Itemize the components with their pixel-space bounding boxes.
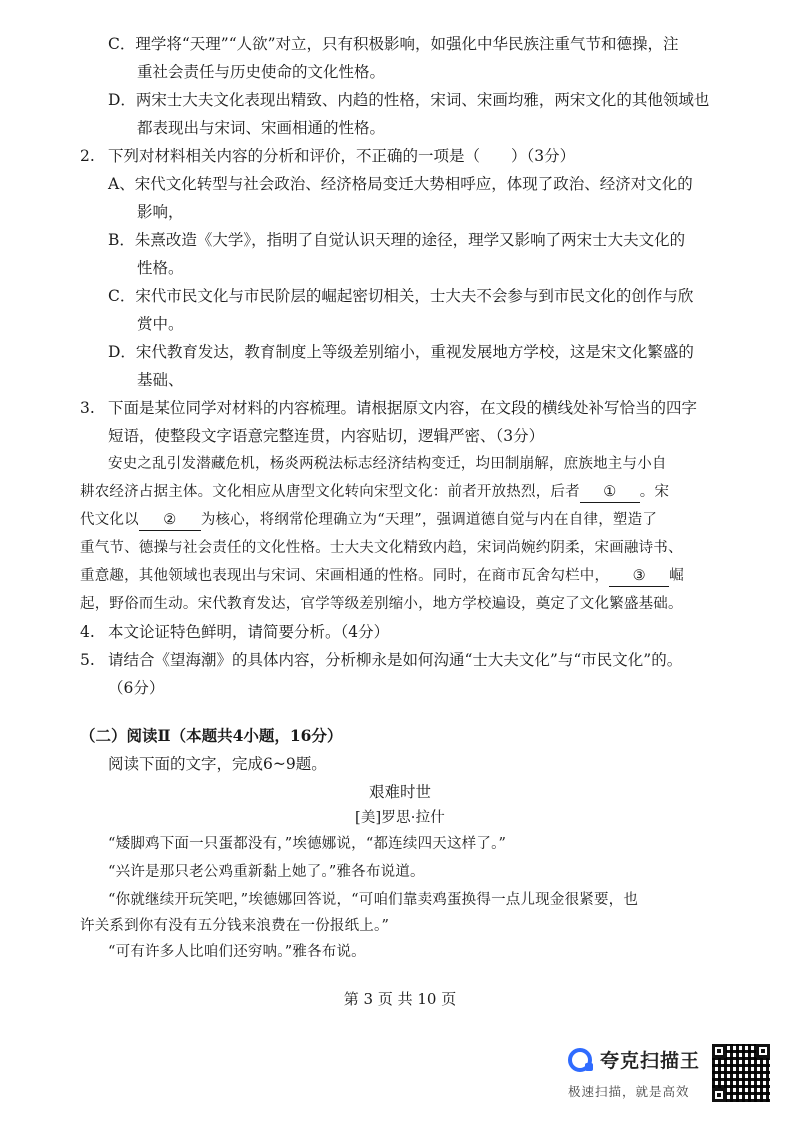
q3-passage-line6: 起，野俗而生动。宋代教育发达，官学等级差别缩小，地方学校遍设，奠定了文化繁盛基础。 xyxy=(80,596,683,612)
q3-number: 3. xyxy=(80,399,95,417)
q2-option-c-line1: C．宋代市民文化与市民阶层的崛起密切相关，士大夫不会参与到市民文化的创作与欣 xyxy=(108,287,694,305)
qr-finder-top-left xyxy=(712,1044,726,1058)
q5-text: 请结合《望海潮》的具体内容，分析柳永是如何沟通“士大夫文化”与“市民文化”的。 xyxy=(108,651,683,669)
story-paragraph-3-line2: 许关系到你有没有五分钱来浪费在一份报纸上。” xyxy=(80,918,390,934)
q2-option-c-line2: 赏中。 xyxy=(137,315,184,333)
scanner-watermark xyxy=(566,1044,706,1108)
story-paragraph-3-line1: “你就继续开玩笑吧，”埃德娜回答说，“可咱们靠卖鸡蛋换得一点儿现金很紧要，也 xyxy=(108,892,639,908)
watermark-slogan: 极速扫描，就是高效 xyxy=(568,1084,690,1099)
q3-blank-3[interactable]: ③ xyxy=(609,566,669,587)
q3-passage-line3-end: 为核心，将纲常伦理确立为“天理”，强调道德自觉与内在自律，塑造了 xyxy=(200,512,658,528)
q4-text: 本文论证特色鲜明，请简要分析。（4分） xyxy=(108,623,390,641)
q3-passage-line3-start: 代文化以 xyxy=(80,512,139,528)
q1-option-c-line2: 重社会责任与历史使命的文化性格。 xyxy=(137,63,386,81)
q3-passage-line2-text: 耕农经济占据主体。文化相应从唐型文化转向宋型文化：前者开放热烈，后者 xyxy=(80,484,580,500)
q1-option-d-line1: D．两宋士大夫文化表现出精致、内趋的性格，宋词、宋画均雅，两宋文化的其他领域也 xyxy=(108,91,710,109)
story-paragraph-1: “矮脚鸡下面一只蛋都没有，”埃德娜说，“都连续四天这样了。” xyxy=(108,836,507,852)
q3-passage-line4: 重气节、德操与社会责任的文化性格。士大夫文化精致内趋，宋词尚婉约阴柔，宋画融诗书、 xyxy=(80,540,683,556)
q2-option-a-line2: 影响， xyxy=(137,203,184,221)
story-title: 艰难时世 xyxy=(368,783,431,801)
q3-passage-line5 xyxy=(80,564,684,588)
q2-option-d-line1: D．宋代教育发达，教育制度上等级差别缩小，重视发展地方学校，这是宋文化繁盛的 xyxy=(108,343,694,361)
q3-passage-line5-start: 重意趣，其他领域也表现出与宋词、宋画相通的性格。同时，在商市瓦舍勾栏中， xyxy=(80,568,610,584)
story-paragraph-2: “兴许是那只老公鸡重新黏上她了。”雅各布说道。 xyxy=(108,864,425,880)
q1-option-c-line1: C．理学将“天理”“人欲”对立，只有积极影响，如强化中华民族注重气节和德操，注 xyxy=(108,35,679,53)
q4-number: 4. xyxy=(80,623,95,641)
q3-stem-line2: 短语，使整段文字语意完整连贯，内容贴切，逻辑严密、（3分） xyxy=(108,427,545,445)
qr-code-icon xyxy=(712,1044,770,1102)
q2-option-b-line1: B．朱熹改造《大学》，指明了自觉认识天理的途径，理学又影响了两宋士大夫文化的 xyxy=(108,231,686,249)
q3-passage-line1: 安史之乱引发潜藏危机，杨炎两税法标志经济结构变迁，均田制崩解，庶族地主与小自 xyxy=(108,456,667,472)
q3-blank-1[interactable]: ① xyxy=(580,482,640,503)
section2-instruction: 阅读下面的文字，完成6~9题。 xyxy=(108,755,327,773)
q5-score: （6分） xyxy=(108,679,165,697)
q3-passage-line2-end: 。宋 xyxy=(639,484,670,500)
story-paragraph-4: “可有许多人比咱们还穷呐。”雅各布说。 xyxy=(108,944,366,960)
section2-heading: （二）阅读Ⅱ（本题共4小题，16分） xyxy=(80,726,343,745)
q3-passage-line2 xyxy=(80,480,669,504)
qr-finder-top-right xyxy=(756,1044,770,1058)
page-footer: 第 3 页 共 10 页 xyxy=(343,990,457,1008)
q3-passage-line5-end: 崛 xyxy=(669,568,684,584)
q2-option-a-line1: A、宋代文化转型与社会政治、经济格局变迁大势相呼应，体现了政治、经济对文化的 xyxy=(108,175,693,193)
q3-stem-line1: 下面是某位同学对材料的内容梳理。请根据原文内容，在文段的横线处补写恰当的四字 xyxy=(108,399,698,417)
q3-passage-line3 xyxy=(80,508,657,532)
q2-option-d-line2: 基础、 xyxy=(137,371,184,389)
quark-scanner-logo-icon xyxy=(568,1048,592,1072)
q2-stem: 下列对材料相关内容的分析和评价，不正确的一项是（ ）（3分） xyxy=(108,147,576,165)
qr-finder-bottom-left xyxy=(712,1088,726,1102)
q3-blank-2[interactable]: ② xyxy=(139,510,201,531)
watermark-brand-name: 夸克扫描王 xyxy=(600,1050,701,1072)
q1-option-d-line2: 都表现出与宋词、宋画相通的性格。 xyxy=(137,119,386,137)
q2-number: 2. xyxy=(80,147,95,165)
story-author: [美]罗思·拉什 xyxy=(354,810,446,826)
q5-number: 5. xyxy=(80,651,95,669)
q2-option-b-line2: 性格。 xyxy=(137,259,184,277)
